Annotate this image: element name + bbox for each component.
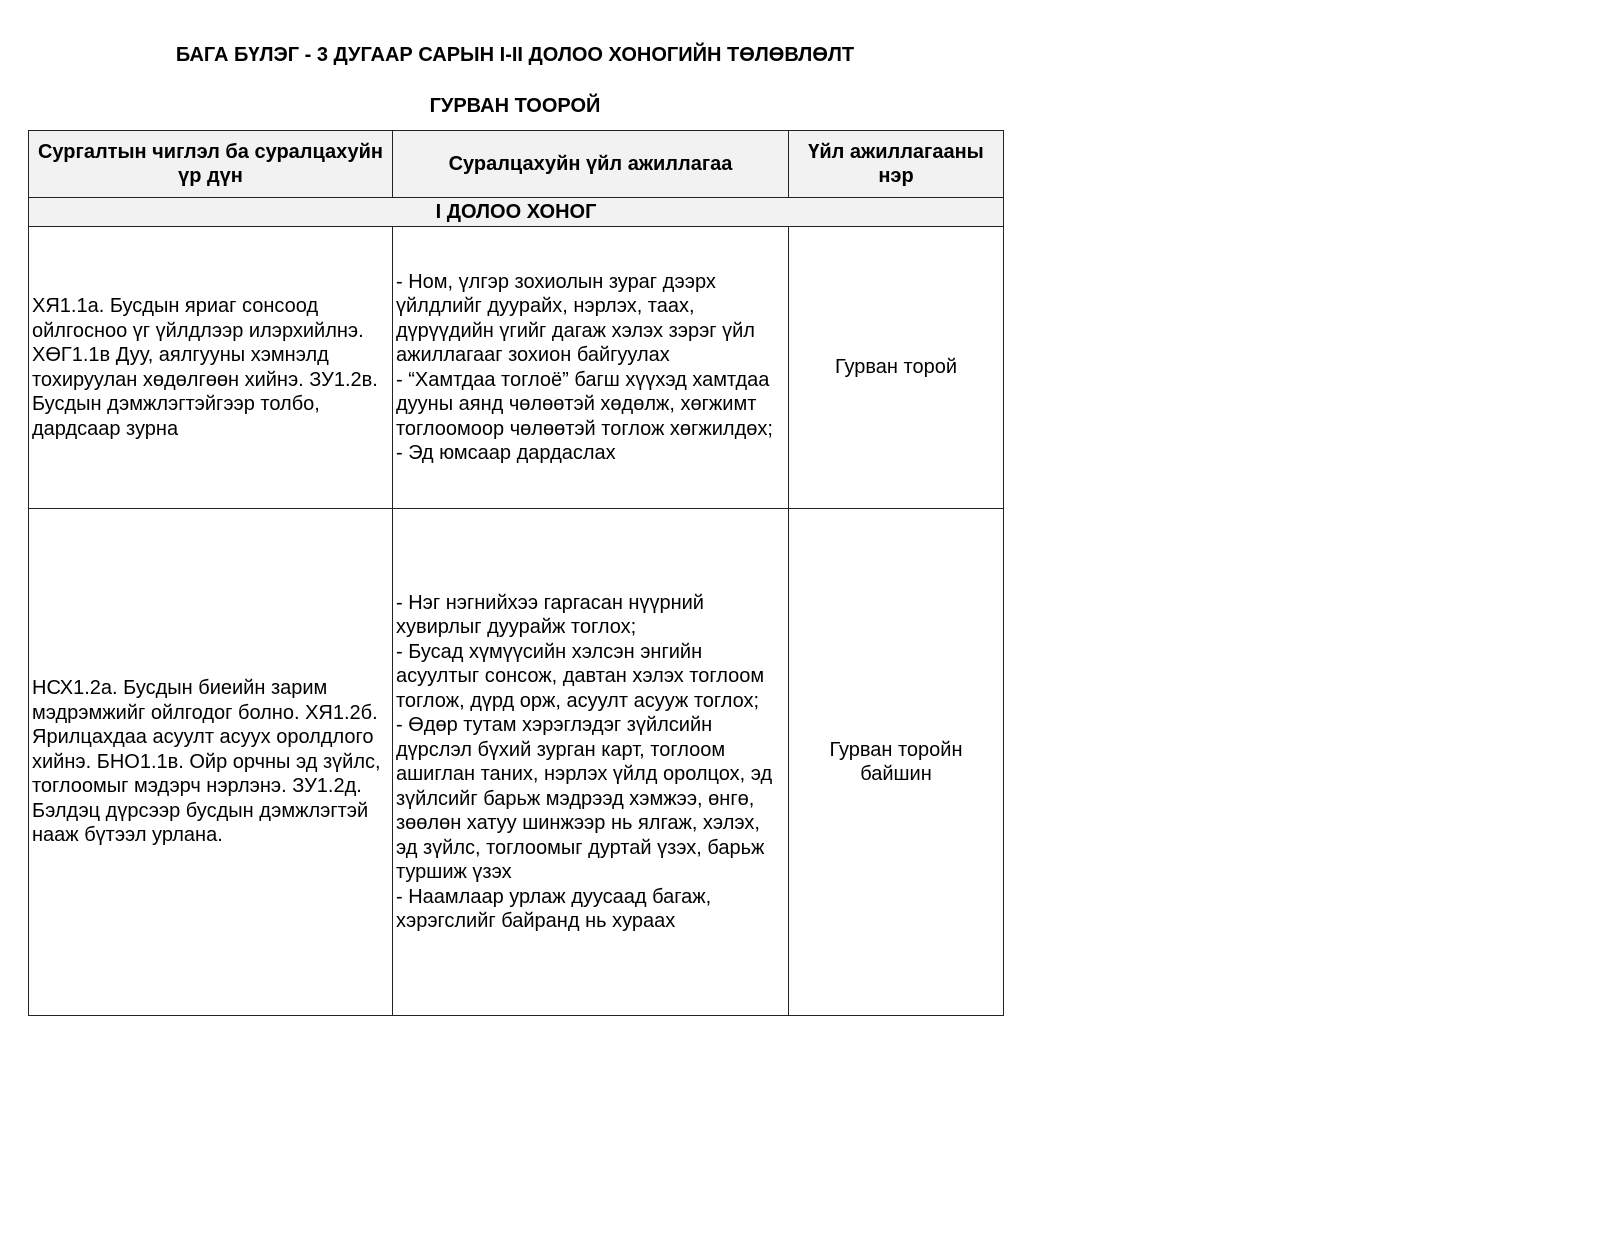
activity-line: - Эд юмсаар дардаслах bbox=[396, 442, 616, 464]
outcome-cell: НСХ1.2а. Бусдын биеийн зарим мэдрэмжийг ойлгодог болно. ХЯ1.2б. Ярилцахдаа асуулт асуух оролдлого хийнэ. БНО1.1в. Ойр орчны эд зүйлс, тоглоомыг мэдэрч нэрлэнэ. ЗУ1.2д. Бэлдэц дүрсээр бусдын дэмжлэгтэй нааж бүтээл урлана. bbox=[29, 509, 393, 1016]
table-header-row bbox=[29, 131, 1004, 198]
document-subtitle: ГУРВАН ТООРОЙ bbox=[429, 95, 601, 117]
document-title: БАГА БҮЛЭГ - 3 ДУГААР САРЫН I-II ДОЛОО ХОНОГИЙН ТӨЛӨВЛӨЛТ bbox=[175, 44, 855, 66]
outcome-cell: ХЯ1.1а. Бусдын яриаг сонсоод ойлгосноо үг үйлдлээр илэрхийлнэ. ХӨГ1.1в Дуу, аялгууны хэмнэлд тохируулан хөдөлгөөн хийнэ. ЗУ1.2в. Бусдын дэмжлэгтэйгээр толбо, дардсаар зурна bbox=[29, 227, 393, 509]
header-outcome: Сургалтын чиглэл ба суралцахуйн үр дүн bbox=[29, 131, 393, 198]
activity-line: - Нэг нэгнийхээ гаргасан нүүрний хувирлыг дуурайж тоглох; bbox=[396, 591, 704, 638]
activity-line: - Наамлаар урлаж дуусаад багаж, хэрэгслийг байранд нь хураах bbox=[396, 885, 712, 932]
header-activity-name: Үйл ажиллагааны нэр bbox=[789, 131, 1004, 198]
activities-cell bbox=[393, 509, 789, 1016]
activity-line: - “Хамтдаа тоглоё” багш хүүхэд хамтдаа дууны аянд чөлөөтэй хөдөлж, хөгжимт тоглоомоор чөлөөтэй тоглож хөгжилдөх; bbox=[396, 368, 773, 440]
activity-name-cell: Гурван торойн байшин bbox=[789, 509, 1004, 1016]
activity-name-cell: Гурван торой bbox=[789, 227, 1004, 509]
activities-cell bbox=[393, 227, 789, 509]
table-row bbox=[29, 227, 1004, 509]
week-row bbox=[29, 198, 1004, 227]
week-label: I ДОЛОО ХОНОГ bbox=[29, 198, 1004, 227]
table-row bbox=[29, 509, 1004, 1016]
header-activities: Суралцахуйн үйл ажиллагаа bbox=[393, 131, 789, 198]
activity-line: - Өдөр тутам хэрэглэдэг зүйлсийн дүрслэл бүхий зурган карт, тоглоом ашиглан таних, нэрлэх үйлд оролцох, эд зүйлсийг барьж мэдрээд хэмжээ, өнгө, зөөлөн хатуу шинжээр нь ялгаж, хэлэх, эд зүйлс, тоглоомыг дуртай үзэх, барьж туршиж үзэх bbox=[396, 714, 773, 883]
plan-table bbox=[28, 130, 1004, 1016]
activity-line: - Бусад хүмүүсийн хэлсэн энгийн асуултыг сонсож, давтан хэлэх тоглоом тоглож, дүрд орж, асуулт асууж тоглох; bbox=[396, 640, 765, 712]
activity-line: - Ном, үлгэр зохиолын зураг дээрх үйлдлийг дуурайх, нэрлэх, таах, дүрүүдийн үгийг дагаж хэлэх зэрэг үйл ажиллагааг зохион байгуулах bbox=[396, 270, 755, 366]
